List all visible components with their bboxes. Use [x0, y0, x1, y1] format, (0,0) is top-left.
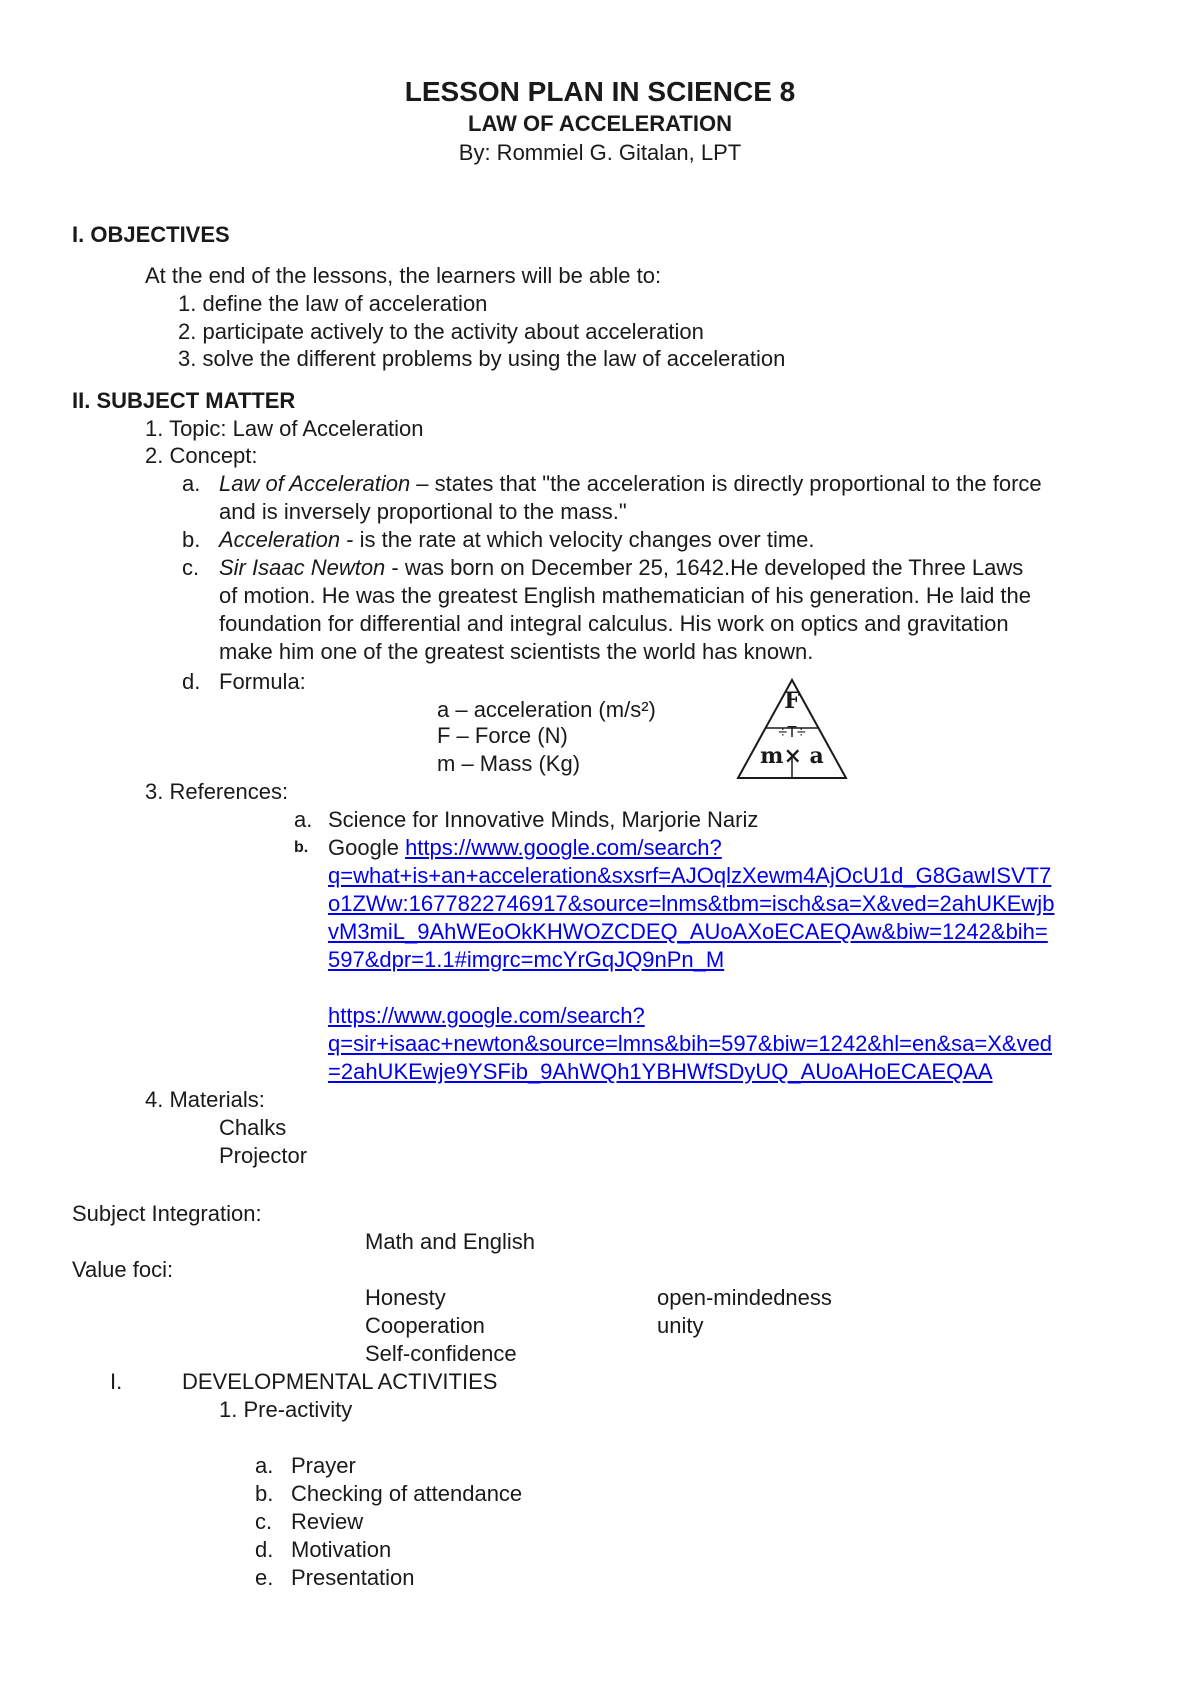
google-link-acceleration[interactable]: vM3miL_9AhWEoOkKHWOZCDEQ_AUoAXoECAEQAw&biw=1242&bih= — [328, 919, 1048, 944]
formula-triangle — [734, 676, 850, 782]
section-numeral: I. — [110, 1369, 123, 1394]
value-item: unity — [657, 1313, 704, 1338]
google-link-newton[interactable]: https://www.google.com/search? — [328, 1003, 645, 1028]
concept-text: - is the rate at which velocity changes over time. — [340, 527, 815, 552]
concept-term: Sir Isaac Newton — [219, 555, 386, 580]
reference-google — [328, 834, 722, 862]
concept-marker: d. — [182, 669, 201, 694]
triangle-force: F — [784, 688, 800, 714]
developmental-heading: DEVELOPMENTAL ACTIVITIES — [182, 1369, 498, 1394]
integration-value: Math and English — [365, 1229, 535, 1254]
reference-book: Science for Innovative Minds, Marjorie Nariz — [328, 807, 759, 832]
objective-item: 2. participate actively to the activity about acceleration — [178, 319, 704, 344]
concept-text: of motion. He was the greatest English mathematician of his generation. He laid the — [219, 583, 1032, 608]
material-item: Projector — [219, 1143, 308, 1168]
page-subtitle: LAW OF ACCELERATION — [468, 111, 732, 136]
objective-item: 1. define the law of acceleration — [178, 291, 488, 316]
integration-label: Subject Integration: — [72, 1201, 262, 1226]
references-label: 3. References: — [145, 779, 289, 804]
material-item: Chalks — [219, 1115, 287, 1140]
topic-line: 1. Topic: Law of Acceleration — [145, 416, 424, 441]
step-marker: a. — [255, 1453, 274, 1478]
triangle-mass-times-acceleration: m× a — [760, 743, 824, 769]
formula-acceleration: a – acceleration (m/s²) — [437, 697, 656, 722]
google-link-acceleration[interactable]: q=what+is+an+acceleration&sxsrf=AJOqlzXewm4AjOcU1d_G8GawISVT7 — [328, 863, 1052, 888]
step-attendance: Checking of attendance — [291, 1481, 523, 1506]
step-marker: e. — [255, 1565, 274, 1590]
concept-isaac-newton — [219, 554, 1023, 582]
objectives-heading: I. OBJECTIVES — [72, 222, 230, 247]
step-presentation: Presentation — [291, 1565, 415, 1590]
value-foci-label: Value foci: — [72, 1257, 174, 1282]
concept-acceleration — [219, 526, 815, 554]
concept-law-of-acceleration — [219, 470, 1042, 498]
concept-text: – states that "the acceleration is directly proportional to the force — [410, 471, 1042, 496]
value-item: Honesty — [365, 1285, 446, 1310]
subject-matter-heading: II. SUBJECT MATTER — [72, 388, 296, 413]
concept-text: - was born on December 25, 1642.He developed the Three Laws — [385, 555, 1024, 580]
step-review: Review — [291, 1509, 364, 1534]
concept-text: make him one of the greatest scientists the world has known. — [219, 639, 814, 664]
value-item: Self-confidence — [365, 1341, 517, 1366]
concept-text: and is inversely proportional to the mass." — [219, 499, 627, 524]
concept-text: foundation for differential and integral calculus. His work on optics and gravitation — [219, 611, 1009, 636]
step-marker: d. — [255, 1537, 274, 1562]
reference-marker: a. — [294, 807, 313, 832]
step-marker: b. — [255, 1481, 274, 1506]
value-item: open-mindedness — [657, 1285, 832, 1310]
concept-marker: c. — [182, 555, 200, 580]
pre-activity-label: 1. Pre-activity — [219, 1397, 353, 1422]
google-link-acceleration[interactable]: o1ZWw:1677822746917&source=lnms&tbm=isch&sa=X&ved=2ahUKEwjb — [328, 891, 1055, 916]
step-marker: c. — [255, 1509, 273, 1534]
google-link-newton[interactable]: q=sir+isaac+newton&source=lmns&bih=597&biw=1242&hl=en&sa=X&ved — [328, 1031, 1053, 1056]
objectives-intro: At the end of the lessons, the learners will be able to: — [145, 263, 662, 288]
concept-label: 2. Concept: — [145, 443, 258, 468]
author-line: By: Rommiel G. Gitalan, LPT — [458, 140, 742, 165]
value-item: Cooperation — [365, 1313, 485, 1338]
step-motivation: Motivation — [291, 1537, 392, 1562]
google-link-acceleration[interactable]: https://www.google.com/search? — [405, 835, 722, 860]
reference-marker: b. — [294, 839, 309, 856]
concept-marker: b. — [182, 527, 201, 552]
step-prayer: Prayer — [291, 1453, 356, 1478]
concept-marker: a. — [182, 471, 201, 496]
google-link-acceleration[interactable]: 597&dpr=1.1#imgrc=mcYrGqJQ9nPn_M — [328, 947, 725, 972]
concept-term: Law of Acceleration — [219, 471, 411, 496]
formula-force: F – Force (N) — [437, 723, 568, 748]
concept-term: Acceleration — [219, 527, 341, 552]
formula-mass: m – Mass (Kg) — [437, 751, 581, 776]
objective-item: 3. solve the different problems by using the law of acceleration — [178, 346, 786, 371]
reference-google-prefix: Google — [328, 835, 406, 860]
page-title: LESSON PLAN IN SCIENCE 8 — [404, 76, 796, 107]
triangle-divide: ÷T÷ — [778, 724, 806, 741]
formula-label: Formula: — [219, 669, 306, 694]
materials-label: 4. Materials: — [145, 1087, 265, 1112]
google-link-newton[interactable]: =2ahUKEwje9YSFib_9AhWQh1YBHWfSDyUQ_AUoAHoECAEQAA — [328, 1059, 993, 1084]
